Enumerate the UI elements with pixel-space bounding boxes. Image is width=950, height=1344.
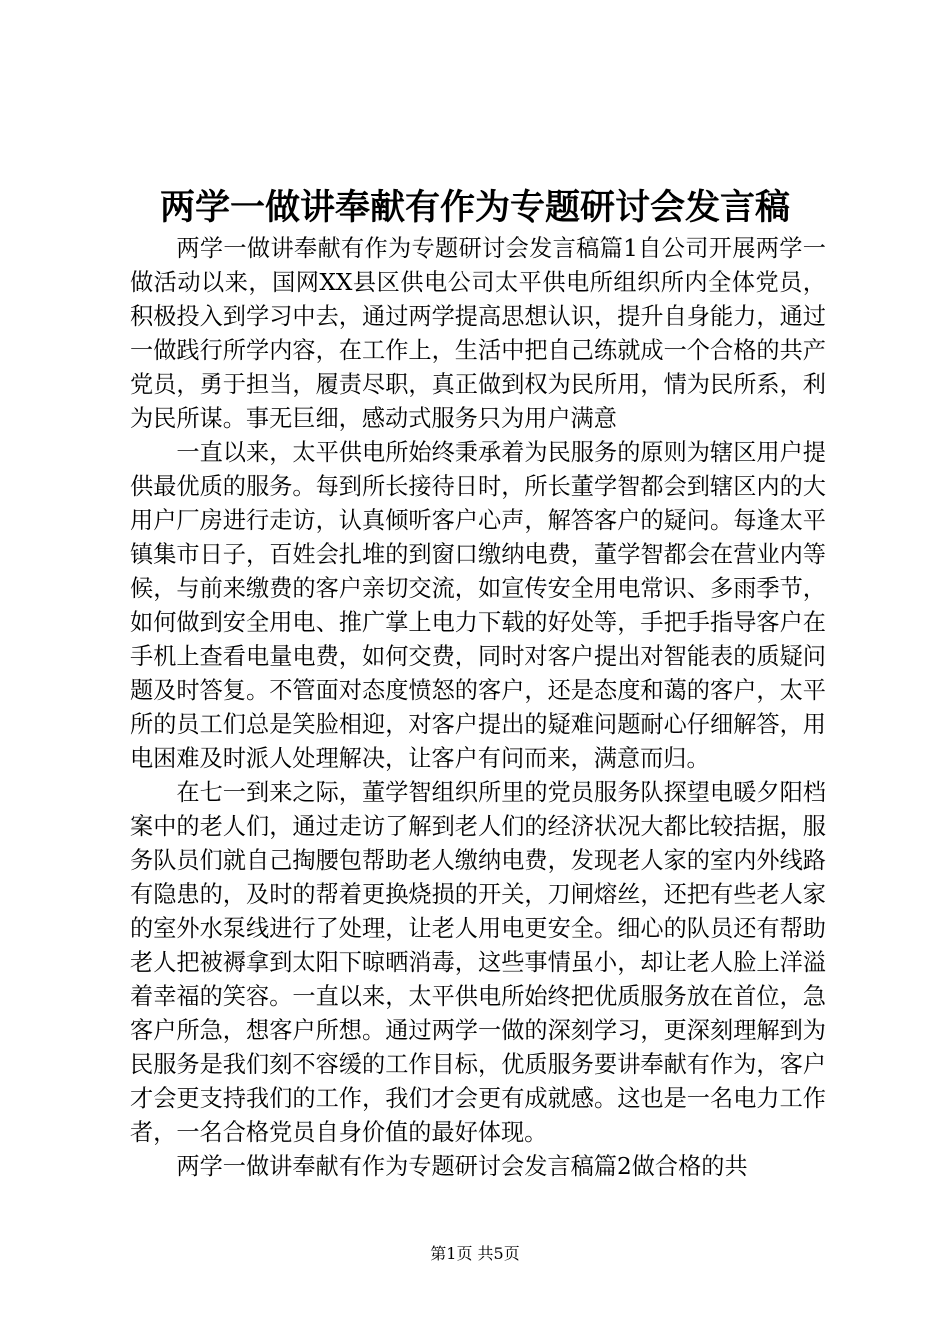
paragraph-4: 两学一做讲奉献有作为专题研讨会发言稿篇2做合格的共 bbox=[176, 1153, 748, 1180]
paragraph-1: 两学一做讲奉献有作为专题研讨会发言稿篇1自公司开展两学一做活动以来，国网XX县区供电公司太平供电所组织所内全体党员，积极投入到学习中去，通过两学提高思想认识，提升自身能力，通过一做践行所学内容，在工作上，生活中把自己练就成一个合格的共产党员，勇于担当，履责尽职，真正做到权为民所用，情为民所系，利为民所谋。事无巨细，感动式服务只为用户满意 bbox=[130, 235, 826, 432]
page-footer: 第1页 共5页 bbox=[430, 1244, 520, 1263]
paragraph-2: 一直以来，太平供电所始终秉承着为民服务的原则为辖区用户提供最优质的服务。每到所长接待日时，所长董学智都会到辖区内的大用户厂房进行走访，认真倾听客户心声，解答客户的疑问。每逢太平镇集市日子，百姓会扎堆的到窗口缴纳电费，董学智都会在营业内等候，与前来缴费的客户亲切交流，如宣传安全用电常识、多雨季节，如何做到安全用电、推广掌上电力下载的好处等，手把手指导客户在手机上查看电量电费，如何交费，同时对客户提出对智能表的质疑问题及时答复。不管面对态度愤怒的客户，还是态度和蔼的客户，太平所的员工们总是笑脸相迎，对客户提出的疑难问题耐心仔细解答，用电困难及时派人处理解决，让客户有问而来，满意而归。 bbox=[130, 439, 826, 772]
paragraph-3: 在七一到来之际，董学智组织所里的党员服务队探望电暖夕阳档案中的老人们，通过走访了解到老人们的经济状况大都比较拮据，服务队员们就自己掏腰包帮助老人缴纳电费，发现老人家的室内外线路有隐患的，及时的帮着更换烧损的开关，刀闸熔丝，还把有些老人家的室外水泵线进行了处理，让老人用电更安全。细心的队员还有帮助老人把被褥拿到太阳下晾晒消毒，这些事情虽小，却让老人脸上洋溢着幸福的笑容。一直以来，太平供电所始终把优质服务放在首位，急客户所急，想客户所想。通过两学一做的深刻学习，更深刻理解到为民服务是我们刻不容缓的工作目标，优质服务要讲奉献有作为，客户才会更支持我们的工作，我们才会更有成就感。这也是一名电力工作者，一名合格党员自身价值的最好体现。 bbox=[130, 779, 826, 1146]
document-body bbox=[130, 232, 826, 1184]
document-title: 两学一做讲奉献有作为专题研讨会发言稿 bbox=[159, 188, 790, 228]
